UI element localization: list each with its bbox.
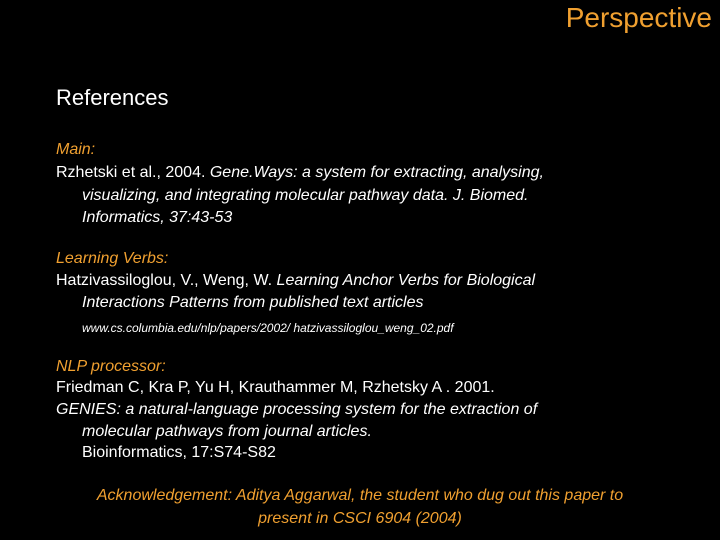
nlp-processor-label: NLP processor: bbox=[56, 358, 166, 375]
learning-verbs-authors: Hatzivassiloglou, V., Weng, W. bbox=[56, 272, 277, 289]
learning-verbs-label: Learning Verbs: bbox=[56, 250, 169, 267]
main-label: Main: bbox=[56, 141, 96, 158]
learning-verbs-line2: Interactions Patterns from published text articles bbox=[82, 294, 424, 311]
learning-verbs-url: www.cs.columbia.edu/nlp/papers/2002/ hatzivassiloglou_weng_02.pdf bbox=[82, 321, 454, 335]
references-heading: References bbox=[56, 85, 169, 110]
main-reference-line2: visualizing, and integrating molecular pathway data. J. Biomed. bbox=[82, 187, 529, 204]
acknowledgement-line2: present in CSCI 6904 (2004) bbox=[258, 510, 462, 527]
learning-verbs-line1 bbox=[56, 271, 535, 291]
main-title: Gene.Ways: a system for extracting, analysing, bbox=[209, 164, 544, 181]
main-reference-line3: Informatics, 37:43-53 bbox=[82, 209, 233, 226]
main-reference-line1 bbox=[56, 163, 544, 183]
main-authors: Rzhetski et al., 2004. bbox=[56, 164, 210, 181]
nlp-processor-line2: GENIES: a natural-language processing system for the extraction of bbox=[56, 401, 538, 418]
nlp-processor-line1: Friedman C, Kra P, Yu H, Krauthammer M, Rzhetsky A . 2001. bbox=[56, 379, 495, 396]
nlp-processor-line4: Bioinformatics, 17:S74-S82 bbox=[82, 444, 276, 461]
nlp-processor-line3: molecular pathways from journal articles. bbox=[82, 423, 372, 440]
page-title: Perspective bbox=[565, 2, 712, 33]
learning-verbs-title: Learning Anchor Verbs for Biological bbox=[276, 272, 536, 289]
acknowledgement-line1: Acknowledgement: Aditya Aggarwal, the student who dug out this paper to bbox=[96, 487, 624, 504]
